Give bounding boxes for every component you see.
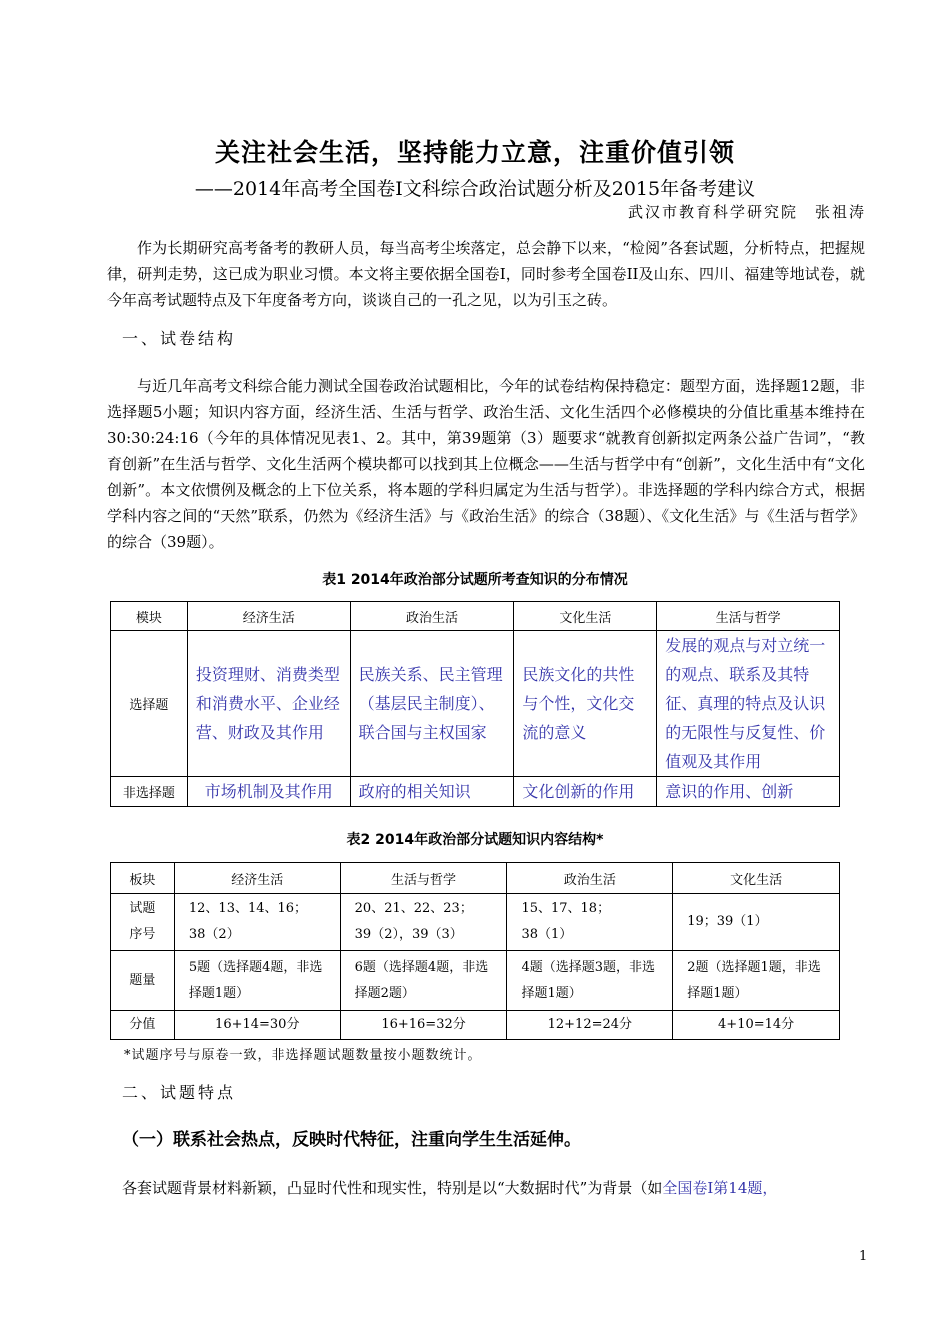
table2-row-count	[111, 951, 840, 1011]
table2-cell-line: 择题1题）	[687, 985, 748, 1001]
table1-header-cell: 模块	[111, 602, 188, 631]
table2-row-numbers	[111, 894, 840, 951]
table2-header-cell: 文化生活	[673, 863, 840, 894]
table2-row-label	[111, 894, 175, 951]
table2-cell	[174, 951, 340, 1011]
table1-cell: 意识的作用、创新	[657, 777, 840, 807]
section1-paragraph: 与近几年高考文科综合能力测试全国卷政治试题相比，今年的试卷结构保持稳定：题型方面，选择题12题，非选择题5小题；知识内容方面，经济生活、生活与哲学、政治生活、文化生活四个必修模块的分值比重基本维持在30:30:24:16（今年的具体情况见表1、2。其中，第39题第（3）题要求“就教育创新拟定两条公益广告词”，“教育创新”在生活与哲学、文化生活两个模块都可以找到其上位概念——生活与哲学中有“创新”，文化生活中有“文化创新”。本文依惯例及概念的上下位关系，将本题的学科归属定为生活与哲学）。非选择题的学科内综合方式，根据学科内容之间的“天然”联系，仍然为《经济生活》与《政治生活》的综合（38题）、《文化生活》与《生活与哲学》的综合（39题）。	[107, 377, 865, 551]
table1-cell: 投资理财、消费类型和消费水平、企业经营、财政及其作用	[187, 631, 350, 777]
table2-cell	[507, 894, 673, 951]
section2-heading: 二、试题特点	[122, 1083, 237, 1102]
table2-cell-line: 39（2），39（3）	[354, 927, 463, 942]
table2-caption: 表2 2014年政治部分试题知识内容结构*	[346, 832, 604, 848]
document-title: 关注社会生活，坚持能力立意，注重价值引领	[214, 138, 735, 167]
author-line: 武汉市教育科学研究院 张祖涛	[627, 203, 866, 221]
table2-row-score	[111, 1011, 840, 1040]
table1-header-cell: 文化生活	[514, 602, 657, 631]
table2-header-cell: 政治生活	[507, 863, 673, 894]
table1-row-label: 选择题	[111, 631, 188, 777]
table2-cell	[673, 894, 840, 951]
table2-row-label-line: 序号	[129, 927, 156, 942]
table2-cell-line: 择题1题）	[188, 985, 250, 1001]
table2-cell	[340, 951, 507, 1011]
table2-cell-line: 38（1）	[521, 927, 573, 942]
table2-cell: 4+10=14分	[673, 1011, 840, 1040]
table1-cell: 发展的观点与对立统一的观点、联系及其特征、真理的特点及认识的无限性与反复性、价值观及其作用	[657, 631, 840, 777]
table2-cell-line: 20、21、22、23；	[354, 901, 473, 916]
table2-cell-line: 择题1题）	[521, 985, 582, 1001]
table2-row-label-line: 试题	[129, 901, 156, 916]
table2	[110, 862, 840, 1040]
table1-row-label: 非选择题	[111, 777, 188, 807]
table1-header-cell: 生活与哲学	[657, 602, 840, 631]
table1-cell: 市场机制及其作用	[187, 777, 350, 807]
table2-cell-line: 4题（选择题3题，非选	[521, 959, 655, 975]
document-subtitle: ——2014年高考全国卷I文科综合政治试题分析及2015年备考建议	[194, 178, 756, 200]
page-number: 1	[859, 1249, 868, 1264]
table2-cell: 16+14=30分	[174, 1011, 340, 1040]
table2-footnote: *试题序号与原卷一致，非选择题试题数量按小题数统计。	[124, 1048, 482, 1063]
section1-heading: 一、试卷结构	[122, 329, 237, 348]
table2-cell	[673, 951, 840, 1011]
table1-cell: 政府的相关知识	[350, 777, 514, 807]
section2-paragraph	[122, 1177, 777, 1198]
table1-caption: 表1 2014年政治部分试题所考查知识的分布情况	[322, 572, 628, 588]
table2-cell: 12+12=24分	[507, 1011, 673, 1040]
reference-link[interactable]: 全国卷I第14题，	[662, 1179, 778, 1197]
table2-header-cell: 板块	[111, 863, 175, 894]
table1	[110, 601, 840, 807]
table2-cell: 16+16=32分	[340, 1011, 507, 1040]
table1-row-choice	[111, 631, 840, 777]
table2-cell	[174, 894, 340, 951]
table2-header-cell: 经济生活	[174, 863, 340, 894]
section2-subheading: （一）联系社会热点，反映时代特征，注重向学生生活延伸。	[122, 1130, 581, 1150]
table2-cell-line: 6题（选择题4题，非选	[354, 959, 489, 975]
section2-paragraph-text: 各套试题背景材料新颖，凸显时代性和现实性，特别是以“大数据时代”为背景（如	[122, 1179, 663, 1197]
table2-cell-line: 19；39（1）	[687, 914, 768, 929]
table2-cell-line: 2题（选择题1题，非选	[687, 959, 821, 975]
table1-cell: 文化创新的作用	[514, 777, 657, 807]
table1-cell: 民族关系、民主管理（基层民主制度）、联合国与主权国家	[350, 631, 514, 777]
intro-paragraph: 作为长期研究高考备考的教研人员，每当高考尘埃落定，总会静下以来，“检阅”各套试题，分析特点，把握规律，研判走势，这已成为职业习惯。本文将主要依据全国卷I，同时参考全国卷II及山东、四川、福建等地试卷，就今年高考试题特点及下年度备考方向，谈谈自己的一孔之见，以为引玉之砖。	[107, 239, 865, 309]
table2-cell	[340, 894, 507, 951]
table1-header-row	[111, 602, 840, 631]
table1-header-cell: 政治生活	[350, 602, 514, 631]
table2-cell-line: 5题（选择题4题，非选	[188, 959, 323, 975]
table2-cell-line: 15、17、18；	[521, 901, 611, 916]
table1-cell: 民族文化的共性与个性，文化交流的意义	[514, 631, 657, 777]
table2-cell-line: 38（2）	[188, 927, 240, 942]
table1-header-cell: 经济生活	[187, 602, 350, 631]
table2-header-cell: 生活与哲学	[340, 863, 507, 894]
table2-header-row	[111, 863, 840, 894]
table2-cell	[507, 951, 673, 1011]
table2-row-label: 分值	[111, 1011, 175, 1040]
table2-row-label: 题量	[111, 951, 175, 1011]
table2-cell-line: 择题2题）	[354, 985, 415, 1001]
table1-row-nonchoice	[111, 777, 840, 807]
table2-cell-line: 12、13、14、16；	[188, 901, 308, 916]
